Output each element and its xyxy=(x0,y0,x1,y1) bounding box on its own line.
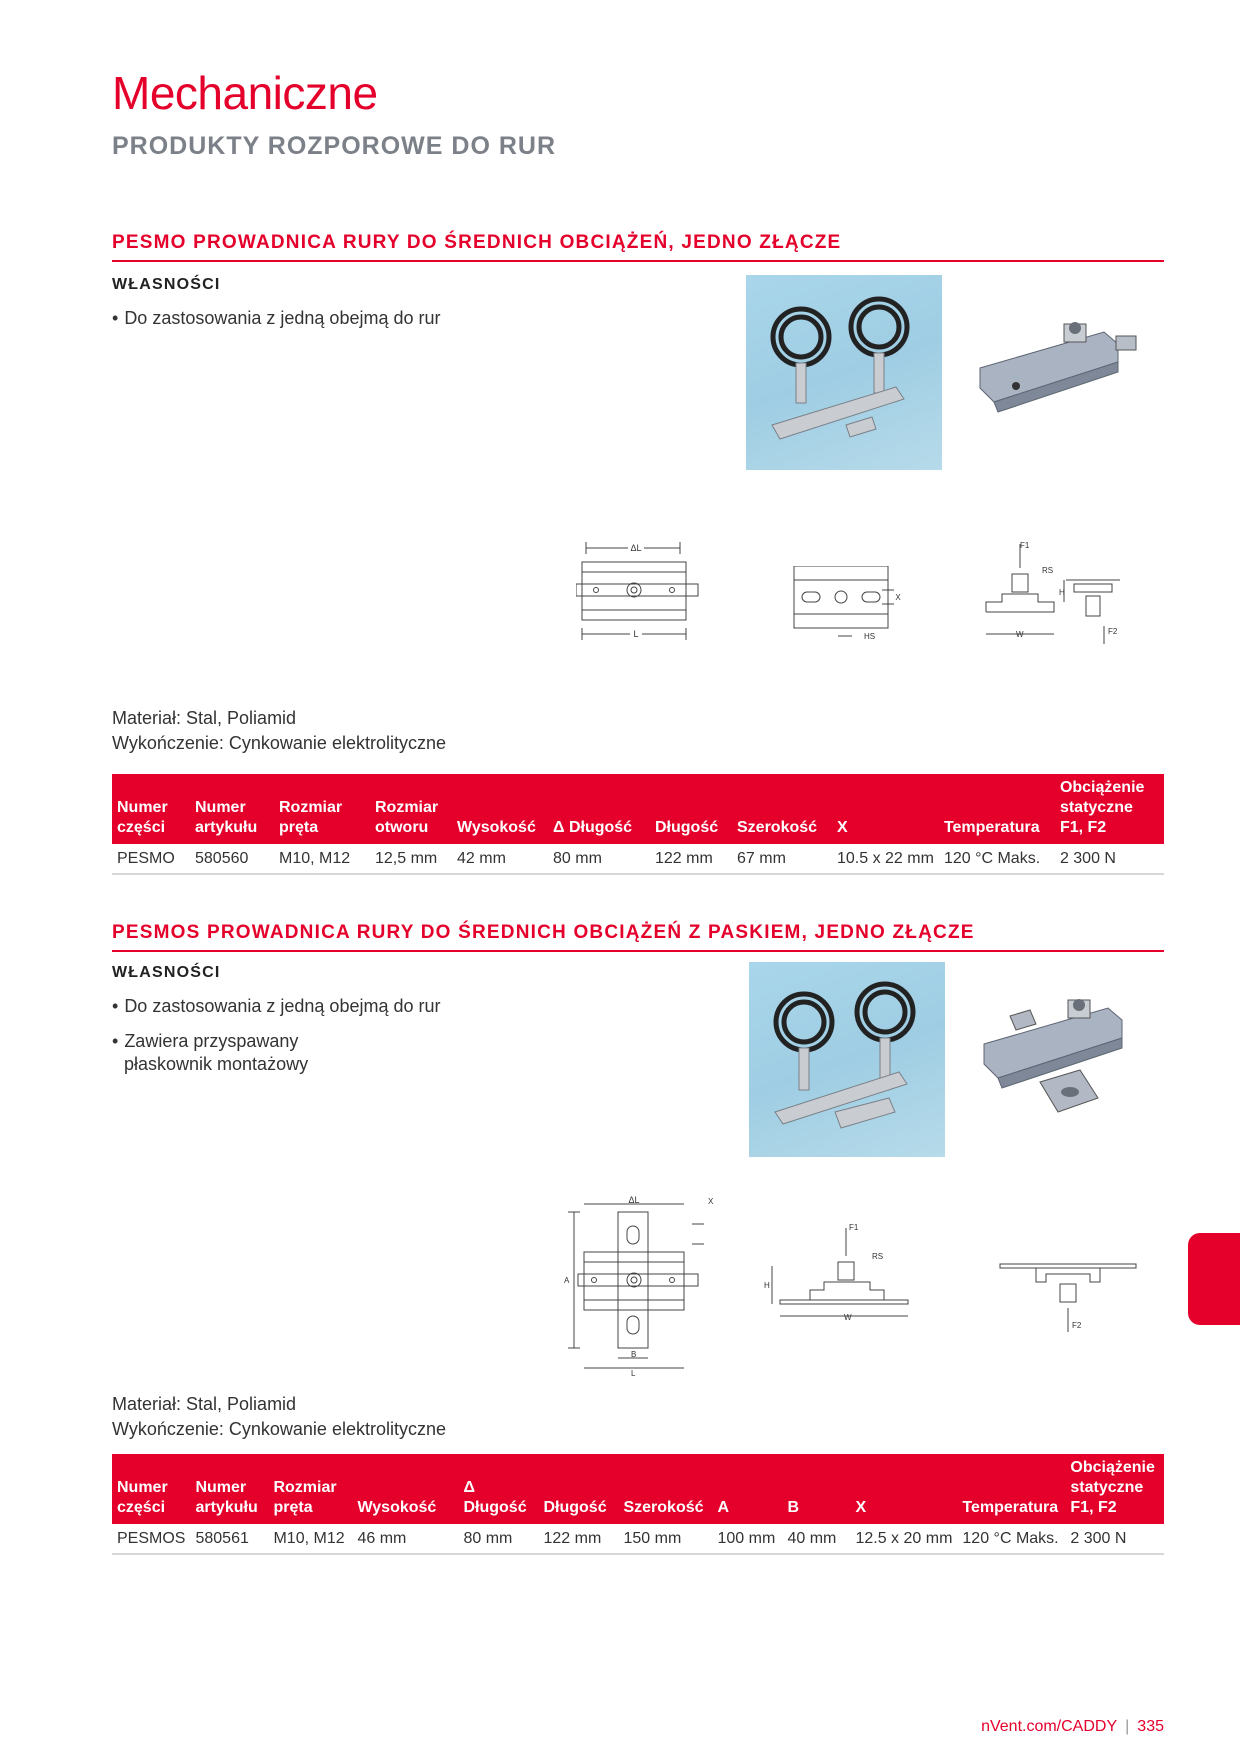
bullet-item-continued: płaskownik montażowy xyxy=(124,1054,309,1074)
spec-table-pesmo xyxy=(112,774,1164,875)
material-text: Materiał: Stal, Poliamid xyxy=(112,1394,297,1414)
table-header: Temperatura xyxy=(939,774,1055,844)
section-side-tab xyxy=(1188,1233,1240,1325)
table-cell: 40 mm xyxy=(782,1524,850,1554)
table-header: Numer części xyxy=(112,1454,190,1524)
bullet-item: • Do zastosowania z jedną obejmą do rur xyxy=(112,306,441,331)
table-header: X xyxy=(832,774,939,844)
properties-label: WŁASNOŚCI xyxy=(112,964,221,981)
table-header: Wysokość xyxy=(352,1454,458,1524)
drawing-label-h: H xyxy=(1059,588,1065,597)
table-header: Numer części xyxy=(112,774,190,844)
technical-drawing-strap-side-view xyxy=(762,1222,928,1328)
table-header: A xyxy=(712,1454,782,1524)
table-cell: 12.5 x 20 mm xyxy=(850,1524,957,1554)
table-cell: 580560 xyxy=(190,844,274,874)
properties-label: WŁASNOŚCI xyxy=(112,276,221,293)
table-header: Rozmiar pręta xyxy=(274,774,370,844)
table-header: Rozmiar pręta xyxy=(268,1454,352,1524)
page-title: Mechaniczne xyxy=(112,67,378,119)
drawing-label-f2: F2 xyxy=(1108,627,1118,636)
table-header: Obciążenie statyczne F1, F2 xyxy=(1055,774,1164,844)
section-heading-pesmos: PESMOS PROWADNICA RURY DO ŚREDNICH OBCIĄŻEŃ Z PASKIEM, JEDNO ZŁĄCZE xyxy=(112,922,1164,952)
table-header: Obciążenie statyczne F1, F2 xyxy=(1065,1454,1164,1524)
table-cell: 2 300 N xyxy=(1065,1524,1164,1554)
table-cell: PESMOS xyxy=(112,1524,190,1554)
product-photo-pesmo xyxy=(746,275,942,470)
table-header: Numer artykułu xyxy=(190,774,274,844)
drawing-label-b: B xyxy=(631,1350,637,1359)
table-header-row xyxy=(112,1454,1164,1524)
table-cell: 2 300 N xyxy=(1055,844,1164,874)
table-cell: M10, M12 xyxy=(268,1524,352,1554)
drawing-label-w: W xyxy=(1016,630,1024,639)
drawing-label-rs: RS xyxy=(1042,566,1054,575)
table-row xyxy=(112,1524,1164,1554)
table-cell: M10, M12 xyxy=(274,844,370,874)
drawing-label-w: W xyxy=(844,1313,852,1322)
table-cell: 122 mm xyxy=(650,844,732,874)
drawing-label-x: X xyxy=(708,1197,714,1206)
technical-drawing-strap-top-view xyxy=(560,1192,720,1378)
drawing-label-f1: F1 xyxy=(1020,541,1030,550)
finish-text: Wykończenie: Cynkowanie elektrolityczne xyxy=(112,1419,446,1439)
table-header: Δ Długość xyxy=(458,1454,538,1524)
table-cell: 100 mm xyxy=(712,1524,782,1554)
table-header: B xyxy=(782,1454,850,1524)
table-header: Temperatura xyxy=(957,1454,1065,1524)
table-header-row xyxy=(112,774,1164,844)
table-cell: 120 °C Maks. xyxy=(957,1524,1065,1554)
table-row xyxy=(112,844,1164,874)
table-cell: 80 mm xyxy=(458,1524,538,1554)
page-subtitle: PRODUKTY ROZPOROWE DO RUR xyxy=(112,132,556,160)
table-header: Szerokość xyxy=(732,774,832,844)
drawing-label-l: L xyxy=(631,1369,636,1378)
bullet-item: • Do zastosowania z jedną obejmą do rur xyxy=(112,994,441,1019)
material-text: Materiał: Stal, Poliamid xyxy=(112,708,297,728)
bullet-item: • Zawiera przyspawany xyxy=(112,1029,298,1054)
table-cell: 580561 xyxy=(190,1524,268,1554)
product-part-image-pesmos xyxy=(980,998,1150,1118)
footer-website-link[interactable]: nVent.com/CADDY xyxy=(981,1718,1118,1735)
table-header: Rozmiar otworu xyxy=(370,774,452,844)
technical-drawing-strap-front-view xyxy=(998,1262,1138,1338)
drawing-label-delta-l: ΔL xyxy=(628,1195,640,1205)
technical-drawing-side-view xyxy=(980,540,1120,650)
table-cell: 122 mm xyxy=(538,1524,618,1554)
drawing-label-f2: F2 xyxy=(1072,1321,1082,1330)
section-heading-pesmo: PESMO PROWADNICA RURY DO ŚREDNICH OBCIĄŻEŃ, JEDNO ZŁĄCZE xyxy=(112,232,1164,262)
table-cell: 12,5 mm xyxy=(370,844,452,874)
table-header: Długość xyxy=(650,774,732,844)
technical-drawing-top-view xyxy=(576,536,700,642)
technical-drawing-slot-view xyxy=(790,566,904,648)
table-cell: 10.5 x 22 mm xyxy=(832,844,939,874)
product-photo-pesmos xyxy=(749,962,945,1157)
drawing-label-f1: F1 xyxy=(849,1223,859,1232)
product-part-image-pesmo xyxy=(976,318,1144,418)
drawing-label-x: X xyxy=(895,593,901,602)
page-footer: nVent.com/CADDY | 335 xyxy=(981,1718,1164,1735)
table-header: Numer artykułu xyxy=(190,1454,268,1524)
table-header: Szerokość xyxy=(618,1454,712,1524)
drawing-label-l: L xyxy=(633,629,639,639)
table-cell: 42 mm xyxy=(452,844,548,874)
finish-text: Wykończenie: Cynkowanie elektrolityczne xyxy=(112,733,446,753)
drawing-label-hs: HS xyxy=(864,632,876,641)
drawing-label-delta-l: ΔL xyxy=(630,543,642,553)
table-header: Δ Długość xyxy=(548,774,650,844)
table-header: Wysokość xyxy=(452,774,548,844)
page-number: 335 xyxy=(1137,1718,1164,1735)
table-header: X xyxy=(850,1454,957,1524)
spec-table-pesmos xyxy=(112,1454,1164,1555)
drawing-label-a: A xyxy=(564,1276,570,1285)
drawing-label-h: H xyxy=(764,1281,770,1290)
table-header: Długość xyxy=(538,1454,618,1524)
table-cell: 46 mm xyxy=(352,1524,458,1554)
drawing-label-rs: RS xyxy=(872,1252,884,1261)
table-cell: 150 mm xyxy=(618,1524,712,1554)
table-cell: PESMO xyxy=(112,844,190,874)
table-cell: 120 °C Maks. xyxy=(939,844,1055,874)
table-cell: 80 mm xyxy=(548,844,650,874)
table-cell: 67 mm xyxy=(732,844,832,874)
